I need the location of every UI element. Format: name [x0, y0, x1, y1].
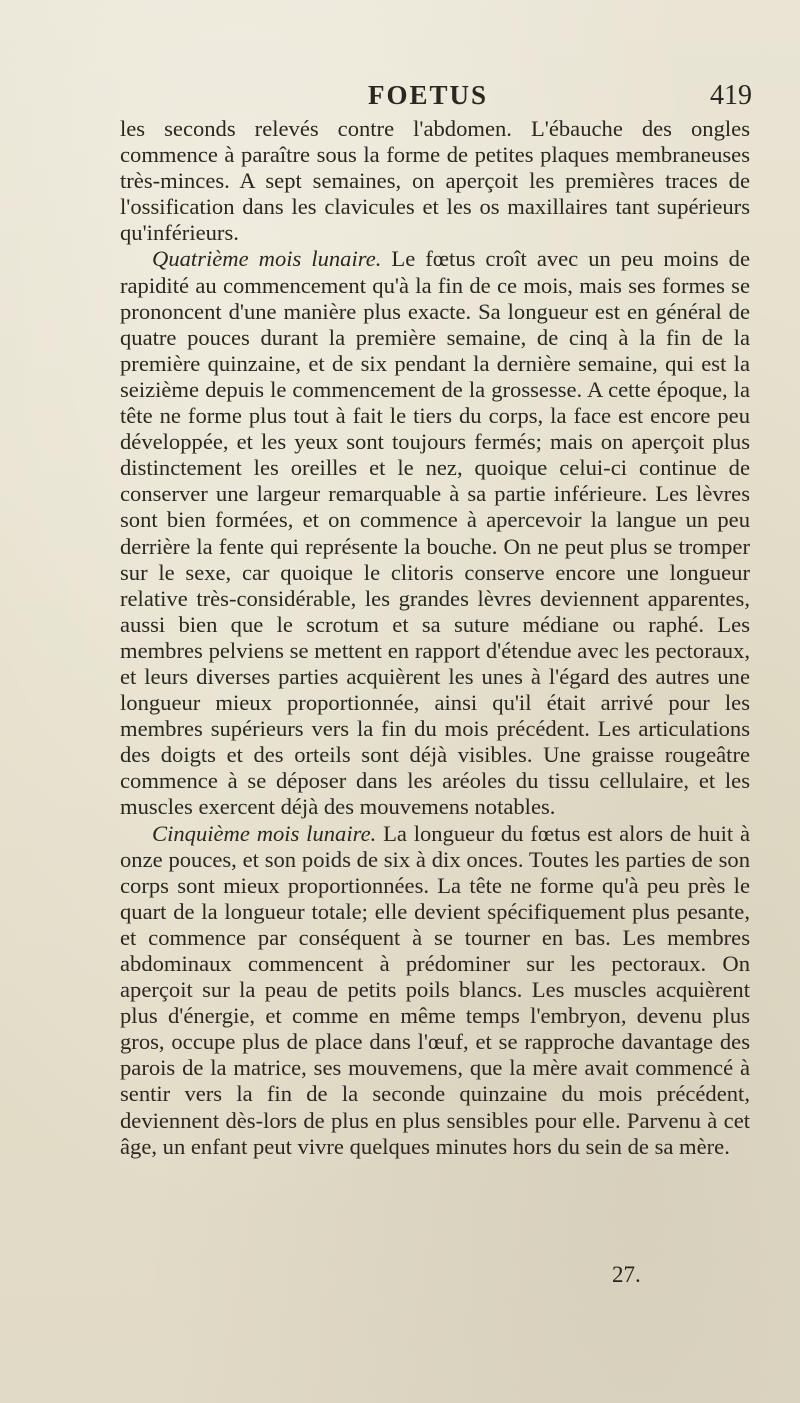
running-head: FOETUS [368, 80, 489, 110]
body-text [120, 116, 750, 1160]
section-heading-fifth-month: Cinquième mois lunaire. [152, 820, 377, 846]
page-number: 419 [710, 80, 752, 111]
paragraph-text: La longueur du fœtus est alors de huit à onze pouces, et son poids de six à dix onces. Toutes les parties de son corps sont mieux proportionnées. La tête ne forme qu'à peu près le quart de la longueur totale; elle devient spécifiquement plus pesante, et commence par conséquent à se tourner en bas. Les membres abdominaux commencent à prédominer sur les pectoraux. On aperçoit sur la peau de petits poils blancs. Les muscles acquièrent plus d'énergie, et comme en même temps l'embryon, devenu plus gros, occupe plus de place dans l'œuf, et se rapproche davantage des parois de la matrice, ses mouvemens, que la mère avait commencé à sentir vers la fin de la seconde quinzaine du mois précédent, deviennent dès-lors de plus en plus sensibles pour elle. Parvenu à cet âge, un enfant peut vivre quelques minutes hors du sein de sa mère. [120, 820, 750, 1159]
paragraph-continuation [120, 116, 750, 246]
paragraph-text: les seconds relevés contre l'abdomen. L'ébauche des ongles commence à paraître sous la forme de petites plaques membraneuses très-minces. A sept semaines, on aperçoit les premières traces de l'ossification dans les clavicules et les os maxillaires tant supérieurs qu'inférieurs. [120, 116, 750, 246]
page-header [130, 76, 770, 116]
paragraph-fourth-month [120, 246, 750, 820]
paragraph-text: Le fœtus croît avec un peu moins de rapidité au commencement qu'à la fin de ce mois, mais ses formes se prononcent d'une manière plus exacte. Sa longueur est en général de quatre pouces durant la première semaine, de cinq à la fin de la première quinzaine, et de six pendant la dernière semaine, qui est la seizième depuis le commencement de la grossesse. A cette époque, la tête ne forme plus tout à fait le tiers du corps, la face est encore peu développée, et les yeux sont toujours fermés; mais on aperçoit plus distinctement les oreilles et le nez, quoique celui-ci continue de conserver une largeur remarquable à sa partie inférieure. Les lèvres sont bien formées, et on commence à apercevoir la langue un peu derrière la fente qui représente la bouche. On ne peut plus se tromper sur le sexe, car quoique le clitoris conserve encore une longueur relative très-considérable, les grandes lèvres deviennent apparentes, aussi bien que le scrotum et sa suture médiane ou raphé. Les membres pelviens se mettent en rapport d'étendue avec les pectoraux, et leurs diverses parties acquièrent les unes à l'égard des autres une longueur mieux proportionnée, ainsi qu'il était arrivé pour les membres supérieurs vers la fin du mois précédent. Les articulations des doigts et des orteils sont déjà visibles. Une graisse rougeâtre commence à se déposer dans les aréoles du tissu cellulaire, et les muscles exercent déjà des mouvemens notables. [120, 246, 750, 820]
signature-mark: 27. [612, 1262, 641, 1287]
section-heading-fourth-month: Quatrième mois lunaire. [152, 246, 382, 272]
paragraph-fifth-month [120, 821, 750, 1160]
